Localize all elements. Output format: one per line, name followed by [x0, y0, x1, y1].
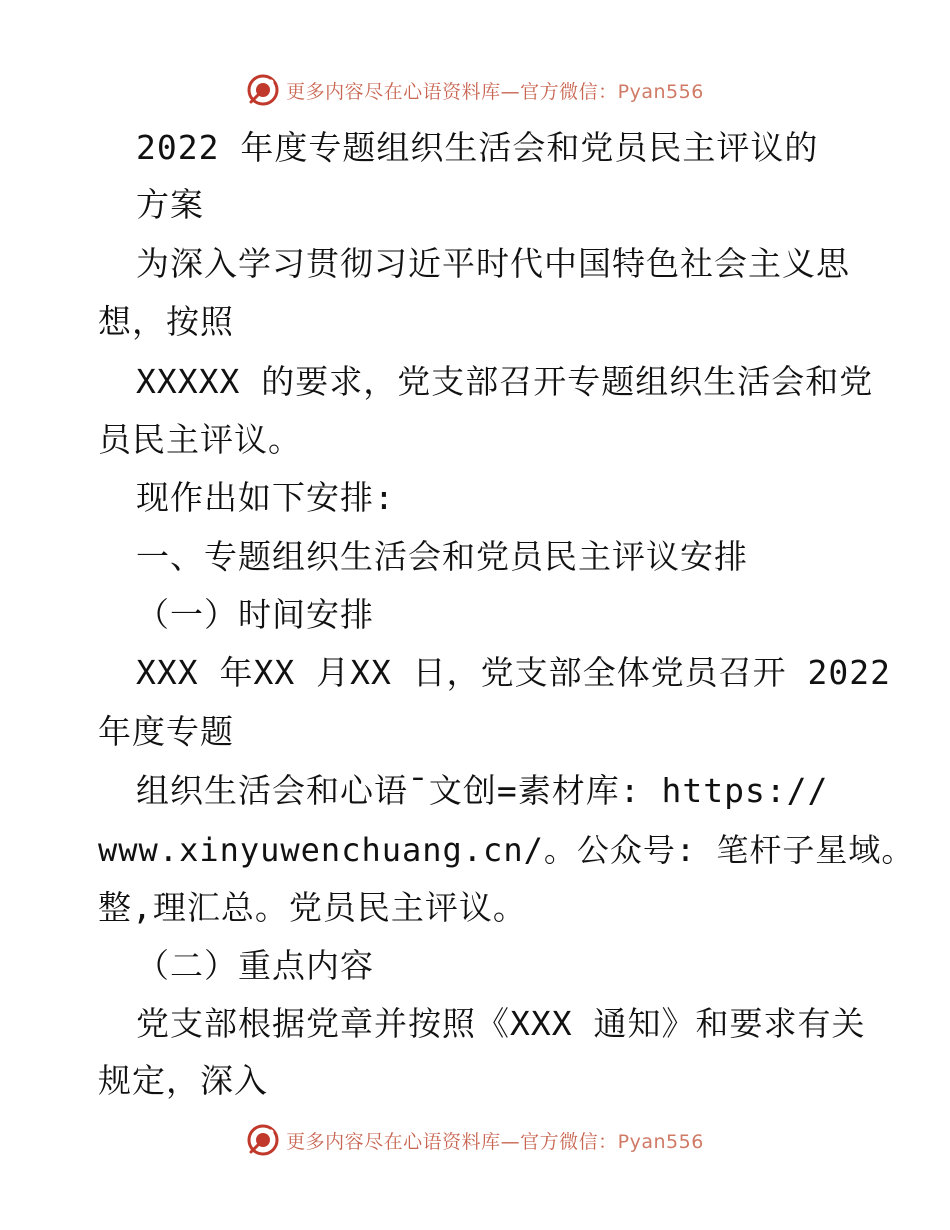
paragraph-line: 想，按照: [98, 302, 234, 341]
paragraph-line: 组织生活会和心语¯文创=素材库: https://: [136, 771, 829, 810]
subsection-heading: （一）时间安排: [136, 595, 374, 634]
paragraph-line: 为深入学习贯彻习近平时代中国特色社会主义思: [136, 244, 850, 283]
header-watermark: [0, 70, 950, 110]
watermark-wechat-id: Pyan556: [617, 1130, 704, 1153]
footer-watermark: [0, 1120, 950, 1160]
paragraph-line: 现作出如下安排:: [136, 478, 395, 517]
paragraph-line: 年度专题: [98, 712, 234, 751]
paragraph-line: 党支部根据党章并按照《XXX 通知》和要求有关: [136, 1004, 866, 1043]
paragraph-line: XXX 年XX 月XX 日，党支部全体党员召开 2022: [136, 653, 892, 692]
ink-brush-logo-icon: [246, 73, 280, 107]
watermark-text: 更多内容尽在心语资料库—官方微信：Pyan556: [286, 80, 704, 103]
section-heading: 一、专题组织生活会和党员民主评议安排: [136, 537, 748, 576]
subsection-heading: （二）重点内容: [136, 946, 374, 985]
document-title-line-2: 方案: [136, 185, 204, 224]
document-title-line-1: 2022 年度专题组织生活会和党员民主评议的: [136, 128, 819, 167]
watermark-wechat-id: Pyan556: [617, 80, 704, 103]
paragraph-line: www.xinyuwenchuang.cn/。公众号: 笔杆子星域。: [98, 831, 915, 869]
paragraph-line: 规定，深入: [98, 1061, 268, 1100]
watermark-text: 更多内容尽在心语资料库—官方微信：Pyan556: [286, 1130, 704, 1153]
paragraph-line: 员民主评议。: [98, 420, 302, 459]
paragraph-line: 整,理汇总。党员民主评议。: [98, 888, 527, 927]
paragraph-line: XXXXX 的要求，党支部召开专题组织生活会和党: [136, 362, 874, 401]
ink-brush-logo-icon: [246, 1123, 280, 1157]
